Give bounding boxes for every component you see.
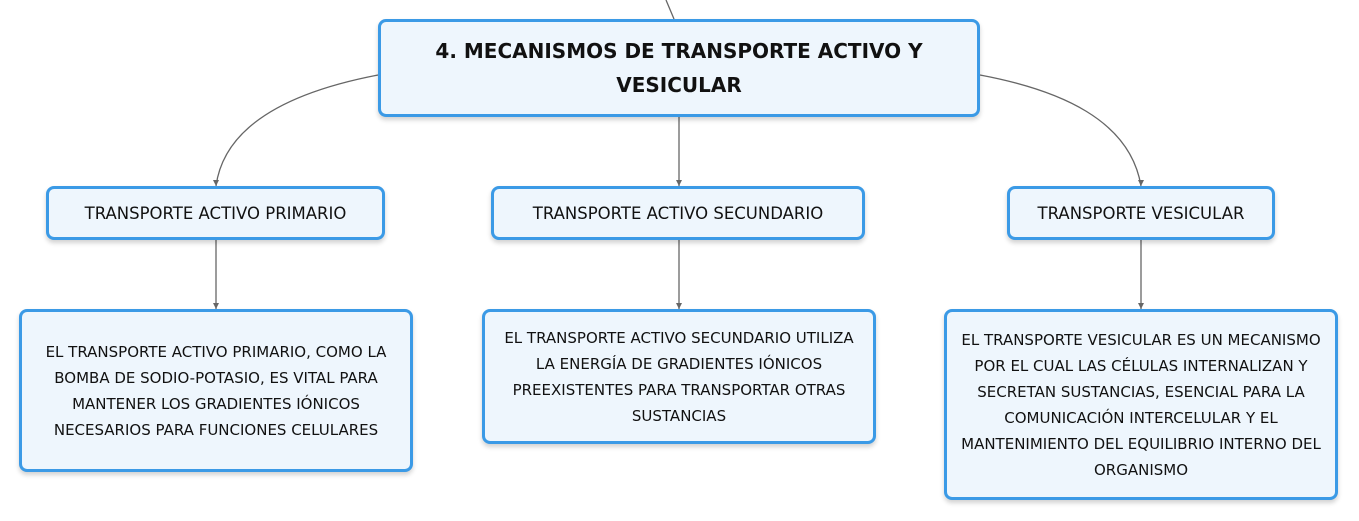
root-topic-title: 4. MECANISMOS DE TRANSPORTE ACTIVO Y VESICULAR — [435, 39, 923, 97]
connector-root-to-branch-primario — [216, 75, 378, 186]
leaf-node-vesicular-description[interactable] — [944, 309, 1338, 500]
root-topic-node[interactable] — [378, 19, 980, 117]
leaf-description-text: EL TRANSPORTE ACTIVO SECUNDARIO UTILIZA LA ENERGÍA DE GRADIENTES IÓNICOS PREEXISTENTES PARA TRANSPORTAR OTRAS SUSTANCIAS — [504, 328, 854, 425]
branch-label: TRANSPORTE ACTIVO SECUNDARIO — [532, 203, 824, 223]
connector-parent-to-root — [666, 0, 674, 19]
branch-node-transporte-vesicular[interactable] — [1007, 186, 1275, 240]
branch-label: TRANSPORTE ACTIVO PRIMARIO — [84, 203, 347, 223]
leaf-node-secundario-description[interactable] — [482, 309, 876, 444]
connector-root-to-branch-vesicular — [980, 75, 1141, 186]
branch-label: TRANSPORTE VESICULAR — [1037, 203, 1245, 223]
branch-node-transporte-activo-secundario[interactable] — [491, 186, 865, 240]
leaf-node-primario-description[interactable] — [19, 309, 413, 472]
leaf-description-text: EL TRANSPORTE ACTIVO PRIMARIO, COMO LA BOMBA DE SODIO-POTASIO, ES VITAL PARA MANTENER LOS GRADIENTES IÓNICOS NECESARIOS PARA FUNCIONES CELULARES — [45, 342, 387, 439]
branch-node-transporte-activo-primario[interactable] — [46, 186, 385, 240]
leaf-description-text: EL TRANSPORTE VESICULAR ES UN MECANISMO POR EL CUAL LAS CÉLULAS INTERNALIZAN Y SECRETAN SUSTANCIAS, ESENCIAL PARA LA COMUNICACIÓN INTERCELULAR Y EL MANTENIMIENTO DEL EQUILIBRIO INTERNO DEL ORGANISMO — [961, 330, 1321, 479]
